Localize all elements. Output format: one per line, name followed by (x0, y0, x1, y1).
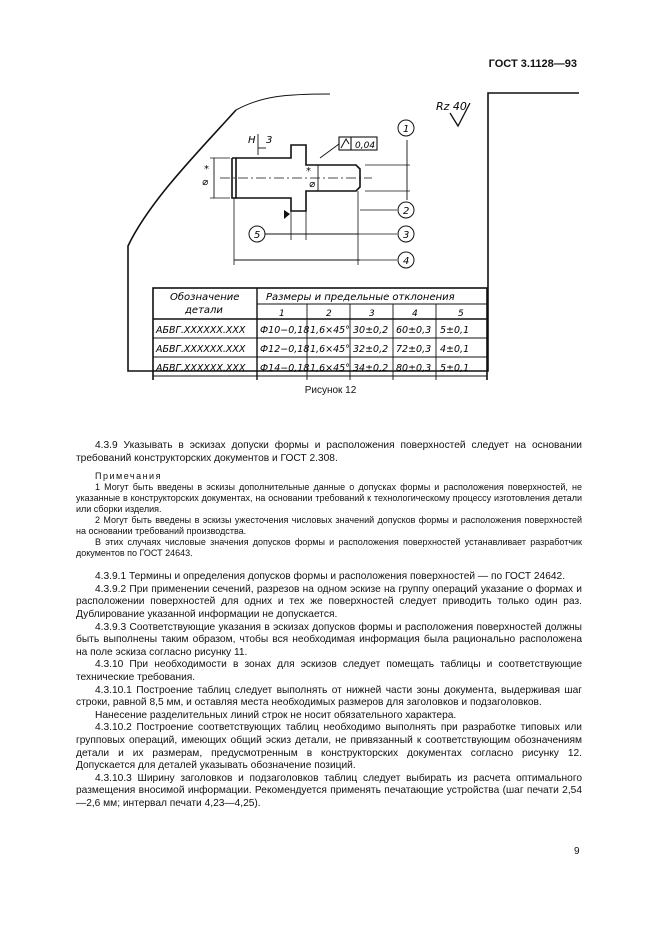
asterisk-left: * (204, 164, 209, 175)
table-cell: Ф10−0,18 (260, 325, 310, 336)
table-col-5: 5 (458, 309, 464, 319)
paragraph-separator-lines: Нанесение разделительных линий строк не носит обязательного характера. (95, 709, 457, 721)
dim-3: 3 (266, 135, 273, 146)
table-cell: 72±0,3 (396, 344, 432, 355)
table-cell: АБВГ.XXXXXX.XXX (156, 363, 246, 374)
paragraph-4-3-9: 4.3.9 Указывать в эскизах допуски формы и расположения поверхностей следует на основании требований конструкторских документов и ГОСТ 2.308. (76, 440, 582, 464)
paragraph-4-3-10-1: 4.3.10.1 Построение таблиц следует выполнять от нижней части зоны документа, выдерживая шаг строки, равной 8,5 мм, и оставляя места необходимых размеров для заголовков и подзаголовков. (76, 684, 582, 709)
figure-caption: Рисунок 12 (304, 385, 357, 396)
paragraph-4-3-9-3: 4.3.9.3 Соответствующие указания в эскизах допусков формы и расположения поверхностей должны быть выполнены таким образом, чтобы вся необходимая информация была рационально расположена на поле эскиза согласно рисунку 11. (76, 621, 582, 658)
callout-1 (398, 120, 414, 136)
note-2: 2 Могут быть введены в эскизы ужесточения числовых значений допусков формы и расположения поверхностей на основании требований производства. (76, 515, 582, 537)
asterisk-inner: * (306, 166, 311, 177)
table-cell: 5±0,1 (440, 325, 470, 336)
paragraph-4-3-10: 4.3.10 При необходимости в зонах для эскизов следует помещать таблицы и соответствующие технические требования. (76, 659, 582, 683)
dim-h: H (248, 135, 256, 146)
paragraph-4-3-10-3: 4.3.10.3 Ширину заголовков и подзаголовков таблиц следует выбирать из расчета оптимального размещения вносимой информации. Рекомендуется применять печатающие устройства (шаг печати 2,54—2,6 мм; интервал печати 4,23—4,25). (76, 772, 582, 809)
technical-drawing (0, 0, 661, 380)
table-rows (155, 325, 469, 380)
note-1: 1 Могут быть введены в эскизы дополнительные данные о допусках формы и расположения поверхностей, не указанные в конструкторских документах, на основании требований к технологическому процессу изготовления детали или сборки изделия. (76, 482, 582, 515)
table-cell: АБВГ.XXXXXX.XXX (156, 325, 246, 336)
runout-icon (341, 139, 349, 148)
notes-title: Примечания (95, 471, 162, 482)
table-cell: 1,6×45° (310, 325, 350, 336)
table-head-designation-2: детали (185, 305, 223, 316)
callout-4 (398, 252, 414, 268)
table-cell: 1,6×45° (310, 363, 350, 374)
table-cell: 5±0,1 (440, 363, 470, 374)
svg-text:4: 4 (403, 256, 410, 267)
document-code: ГОСТ 3.1128—93 (488, 58, 577, 70)
callout-2 (398, 202, 414, 218)
table-col-2: 2 (326, 309, 332, 319)
table-cell: 30±0,2 (353, 325, 389, 336)
table-cell: 32±0,2 (353, 344, 389, 355)
table-col-4: 4 (412, 309, 418, 319)
page-number: 9 (574, 846, 580, 857)
svg-text:5: 5 (254, 230, 261, 241)
table-cell: Ф12−0,18 (260, 344, 310, 355)
table-head-designation-1: Обозначение (170, 292, 240, 303)
svg-text:1: 1 (403, 124, 410, 135)
diam-mark-left: ⌀ (202, 177, 209, 188)
table-cell: Ф14−0,18 (260, 363, 310, 374)
table-cell: 4±0,1 (440, 344, 470, 355)
body-text (76, 440, 582, 810)
table-cell: 80±0,3 (396, 363, 432, 374)
table-col-1: 1 (279, 309, 285, 319)
table-cell: 1,6×45° (310, 344, 350, 355)
table-cell: АБВГ.XXXXXX.XXX (156, 344, 246, 355)
diam-mark-inner: ⌀ (309, 179, 316, 190)
callout-5 (249, 226, 265, 242)
paragraph-4-3-9-2: 4.3.9.2 При применении сечений, разрезов на одном эскизе на группу операций указание о формах и расположении поверхностей для одних и тех же поверхностей следует приводить только один раз. Дублирование указанной информации не допускается. (76, 583, 582, 620)
paragraph-4-3-10-2: 4.3.10.2 Построение соответствующих таблиц необходимо выполнять при разработке типовых или групповых операций, имеющих общий эскиз детали, не привязанный к соответствующим обозначениям детали и их размерам, предусмотренным в конструкторских документах согласно рисунку 12. Допускается для деталей указывать обозначение позиций. (76, 722, 582, 772)
roughness-label: Rz 40 (436, 100, 467, 113)
svg-text:3: 3 (403, 230, 410, 241)
datum-icon (284, 210, 290, 219)
table-col-3: 3 (369, 309, 375, 319)
tolerance-value: 0,04 (355, 141, 376, 151)
svg-text:2: 2 (403, 206, 410, 217)
table-head-group: Размеры и предельные отклонения (266, 292, 455, 303)
paragraph-4-3-9-1: 4.3.9.1 Термины и определения допусков формы и расположения поверхностей — по ГОСТ 24642. (95, 571, 566, 583)
table-cell: 60±0,3 (396, 325, 432, 336)
note-3: В этих случаях числовые значения допусков формы и расположения поверхностей устанавливает разработчик документов по ГОСТ 24643. (76, 537, 582, 559)
callout-3 (398, 226, 414, 242)
table-cell: 34±0,2 (353, 363, 389, 374)
